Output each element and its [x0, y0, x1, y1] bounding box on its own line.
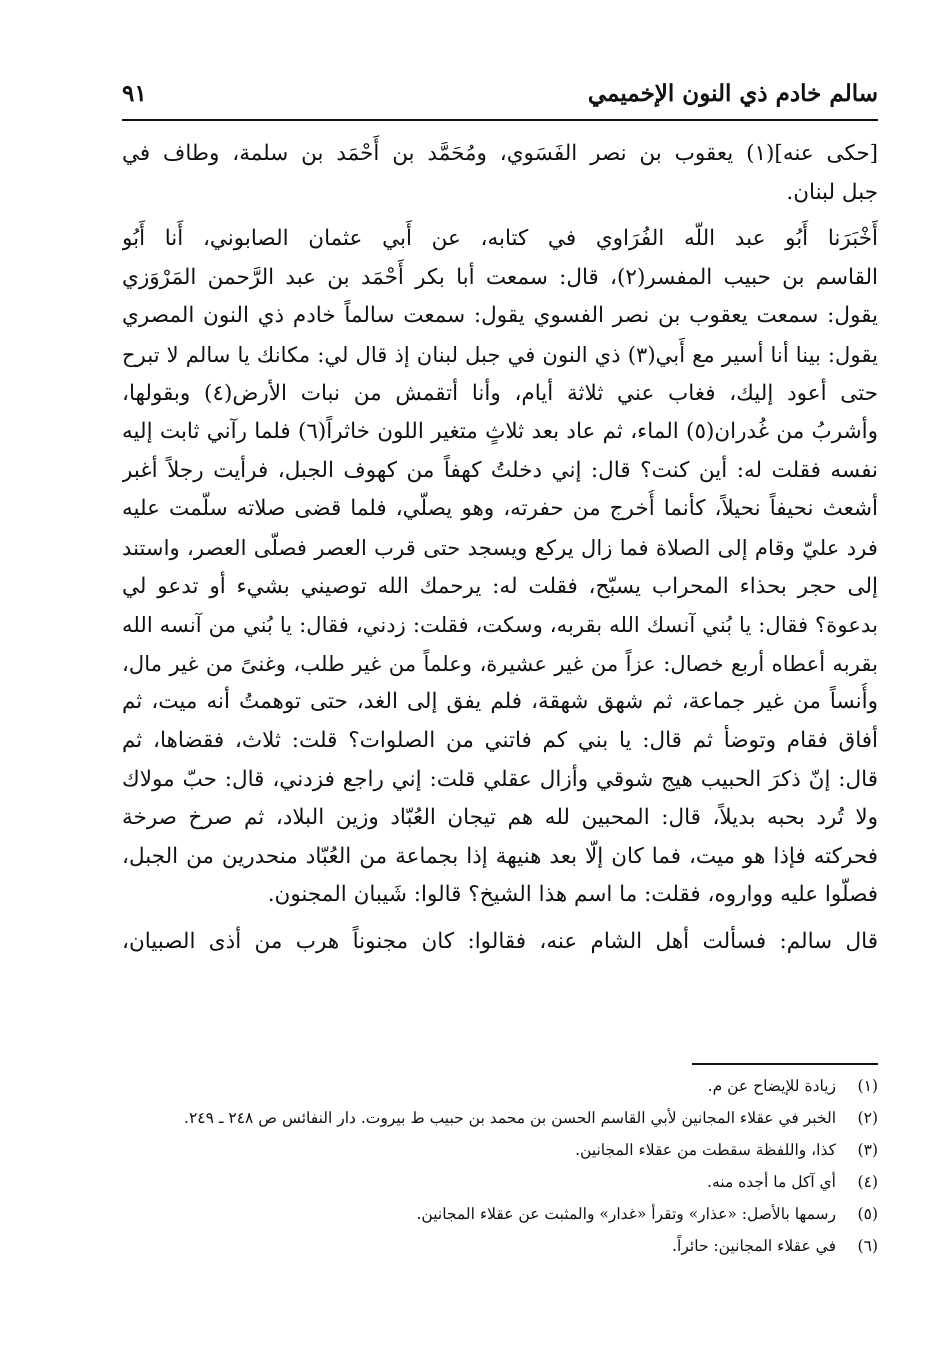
footnote-text: رسمها بالأصل: «عذار» وتقرأ «غدار» والمثبت عن عقلاء المجانين. — [416, 1205, 836, 1223]
footnote-text: كذا، واللفظة سقطت من عقلاء المجانين. — [575, 1141, 836, 1159]
footnote-number: (٤) — [857, 1173, 878, 1191]
text-line: نفسه فقلت له: أين كنت؟ قال: إني دخلتُ كهفاً من كهوف الجبل، فرأيت رجلاً أغبر — [122, 457, 878, 483]
footnote-rule — [692, 1063, 878, 1065]
text-line: أفاق فقام وتوضأ ثم قال: يا بني كم فاتني من الصلوات؟ قلت: ثلاث، فقضاها، ثم — [122, 727, 878, 753]
text-line: فحركته فإذا هو ميت، فما كان إلّا بعد هنيهة إذا بجماعة من العُبّاد منحدرين من الجبل، — [122, 843, 878, 869]
text-line: وأُنساً من غير جماعة، ثم شهق شهقة، فلم يفق إلى الغد، حتى توهمتُ أنه ميت، ثم — [122, 689, 878, 715]
text-line: بدعوة؟ فقال: يا بُني آنسك الله بقربه، وسكت، فقلت: زدني، فقال: يا بُني من آنسه الله — [122, 612, 878, 638]
footnote-text: زيادة للإيضاح عن م. — [707, 1077, 836, 1095]
text-line: حتى أعود إليك، فغاب عني ثلاثة أيام، وأنا أتقمش من نبات الأرض(٤) وبقولها، — [122, 380, 878, 406]
text-line: أَخْبَرَنا أَبُو عبد اللّه الفُرَاوي في كتابه، عن أَبي عثمان الصابوني، أَنا أَبُو — [122, 226, 878, 252]
text-line: القاسم بن حبيب المفسر(٢)، قال: سمعت أبا بكر أَحْمَد بن عبد الرَّحمن المَرْوَزي — [122, 264, 878, 290]
text-line: يقول: سمعت يعقوب بن نصر الفسوي يقول: سمعت سالماً خادم ذي النون المصري — [122, 303, 878, 329]
footnote-number: (٢) — [857, 1109, 878, 1127]
footnote — [122, 1200, 878, 1228]
footnote-number: (٦) — [857, 1237, 878, 1255]
footnotes — [122, 1072, 878, 1264]
text-line: يقول: بينا أنا أسير مع أَبي(٣) ذي النون في جبل لبنان إذ قال لي: مكانك يا سالم لا تبرح — [122, 341, 878, 367]
footnote — [122, 1104, 878, 1132]
footnote-text: أي آكل ما أجده منه. — [707, 1173, 836, 1191]
footnote-number: (١) — [857, 1077, 878, 1095]
running-title: سالم خادم ذي النون الإخميمي — [587, 80, 878, 107]
text-line: جبل لبنان. — [786, 179, 878, 205]
footnote-text: في عقلاء المجانين: حائراً. — [672, 1237, 836, 1255]
footnote-text: الخبر في عقلاء المجانين لأبي القاسم الحسن بن محمد بن حبيب ط بيروت. دار النفائس ص ٢٤٨ ـ ٢٤٩. — [184, 1109, 836, 1127]
paragraph-gap — [122, 212, 878, 220]
text-line: بقربه أعطاه أربع خصال: عزاً من غير عشيرة، وعلماً من غير طلب، وغنىً من غير مال، — [122, 650, 878, 676]
footnote-number: (٣) — [857, 1141, 878, 1159]
main-text — [122, 135, 878, 961]
page-header — [122, 78, 878, 120]
footnote-number: (٥) — [857, 1205, 878, 1223]
text-line: ولا تُرد بحبه بديلاً، قال: المحبين لله هم تيجان العُبّاد وزين البلاد، ثم صرخ صرخة — [122, 805, 878, 831]
footnote — [122, 1072, 878, 1100]
text-line: أشعث نحيفاً نحيلاً، كأنما أُخرج من حفرته، وهو يصلّي، فلما قضى صلاته سلّمت عليه — [122, 496, 878, 522]
footnote — [122, 1232, 878, 1260]
page-number: ٩١ — [122, 80, 147, 107]
paragraph-gap — [122, 915, 878, 923]
text-line: وأشربُ من غُدران(٥) الماء، ثم عاد بعد ثلاثٍ متغير اللون خاثراً(٦) فلما رآني ثابت إليه — [122, 419, 878, 445]
text-line: فصلّوا عليه وواروه، فقلت: ما اسم هذا الشيخ؟ قالوا: شَيبان المجنون. — [267, 882, 878, 908]
footnote — [122, 1168, 878, 1196]
footnote — [122, 1136, 878, 1164]
header-rule — [122, 119, 878, 121]
text-line: قال: إنّ ذكرَ الحبيب هيج شوقي وأزال عقلي قلت: إني راجع فزدني، قال: حبّ مولاك — [122, 766, 878, 792]
text-line: فرد عليّ وقام إلى الصلاة فما زال يركع ويسجد حتى قرب العصر فصلّى العصر، واستند — [122, 534, 878, 560]
text-line: إلى حجر بحذاء المحراب يسبّح، فقلت له: يرحمك الله توصيني بشيء أو تدعو لي — [122, 573, 878, 599]
text-line: [حكى عنه](١) يعقوب بن نصر الفَسَوي، ومُحَمَّد بن أَحْمَد بن سلمة، وطاف في — [122, 141, 878, 166]
text-line: قال سالم: فسألت أهل الشام عنه، فقالوا: كان مجنوناً هرب من أذى الصبيان، — [122, 928, 878, 954]
